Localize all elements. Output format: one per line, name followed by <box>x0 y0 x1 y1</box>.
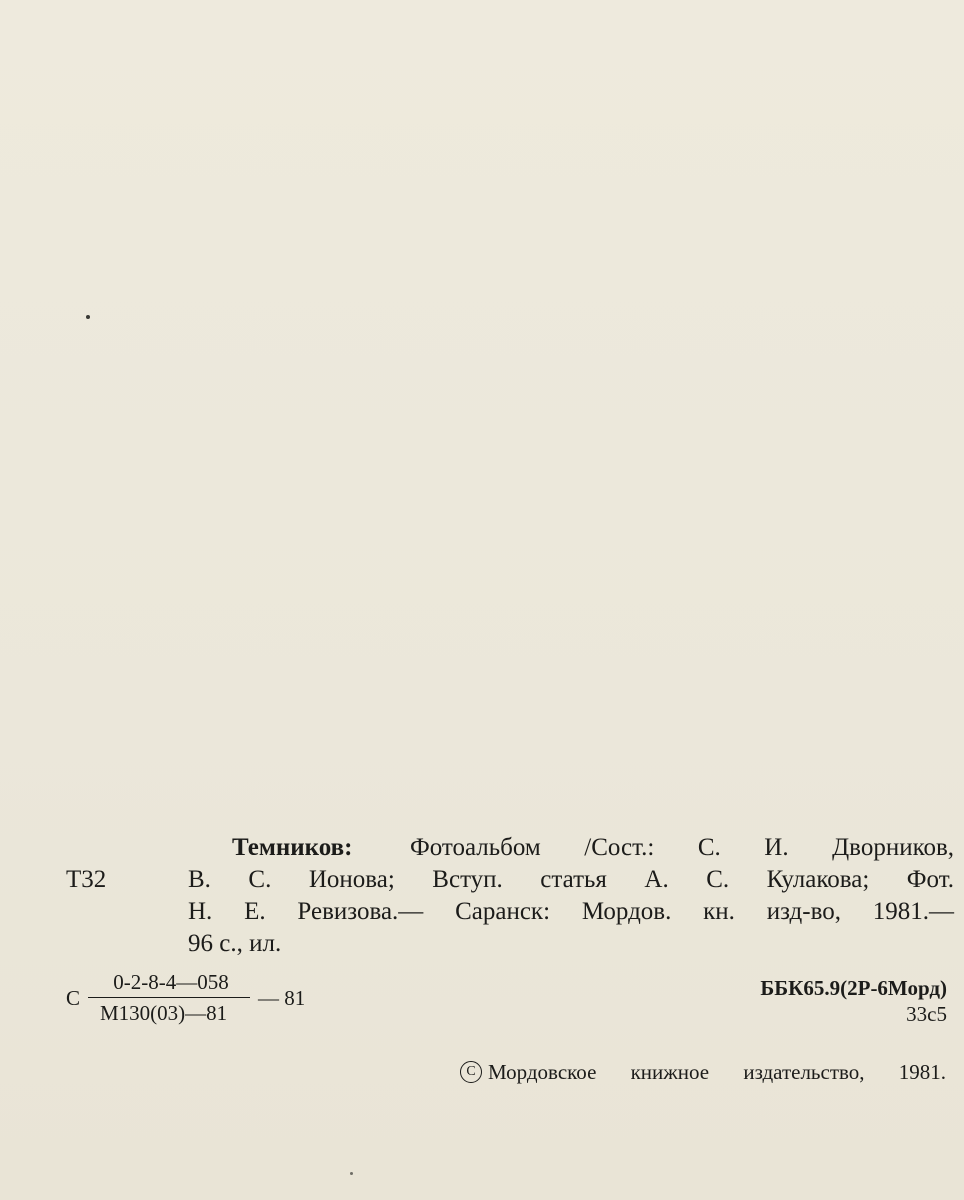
record-heading: Темников: <box>232 834 353 861</box>
record-line-1: Фотоальбом /Сост.: С. И. Дворников, <box>409 834 955 861</box>
classification-block <box>760 975 947 1027</box>
isbn-suffix: — 81 <box>258 986 306 1010</box>
author-cipher: Т32 <box>66 866 107 893</box>
record-line-4: 96 с., ил. <box>188 930 282 957</box>
record-row-2 <box>66 864 956 896</box>
copyright-text: Мордовское книжное издательство, 1981. <box>488 1060 946 1084</box>
catalog-record <box>66 832 956 960</box>
copyright-icon: C <box>460 1061 482 1083</box>
isbn-prefix: С <box>66 986 81 1010</box>
fraction-bar <box>88 997 250 998</box>
record-row-4 <box>66 928 956 960</box>
isbn-denominator: М130(03)—81 <box>100 1001 228 1025</box>
isbn-numerator: 0-2-8-4—058 <box>113 970 229 994</box>
record-row-3 <box>66 896 956 928</box>
record-row-1 <box>66 832 956 864</box>
print-speck <box>350 1172 353 1175</box>
copyright-notice <box>460 1058 946 1086</box>
author-sign-code: 33с5 <box>906 1002 947 1026</box>
bbk-index: ББК65.9(2Р-6Морд) <box>760 976 947 1000</box>
print-speck <box>86 315 90 319</box>
record-line-2: В. С. Ионова; Вступ. статья А. С. Кулакова; Фот. <box>188 866 954 893</box>
isbn-formula <box>66 970 326 1030</box>
record-line-3: Н. Е. Ревизова.— Саранск: Мордов. кн. изд-во, 1981.— <box>188 898 954 925</box>
